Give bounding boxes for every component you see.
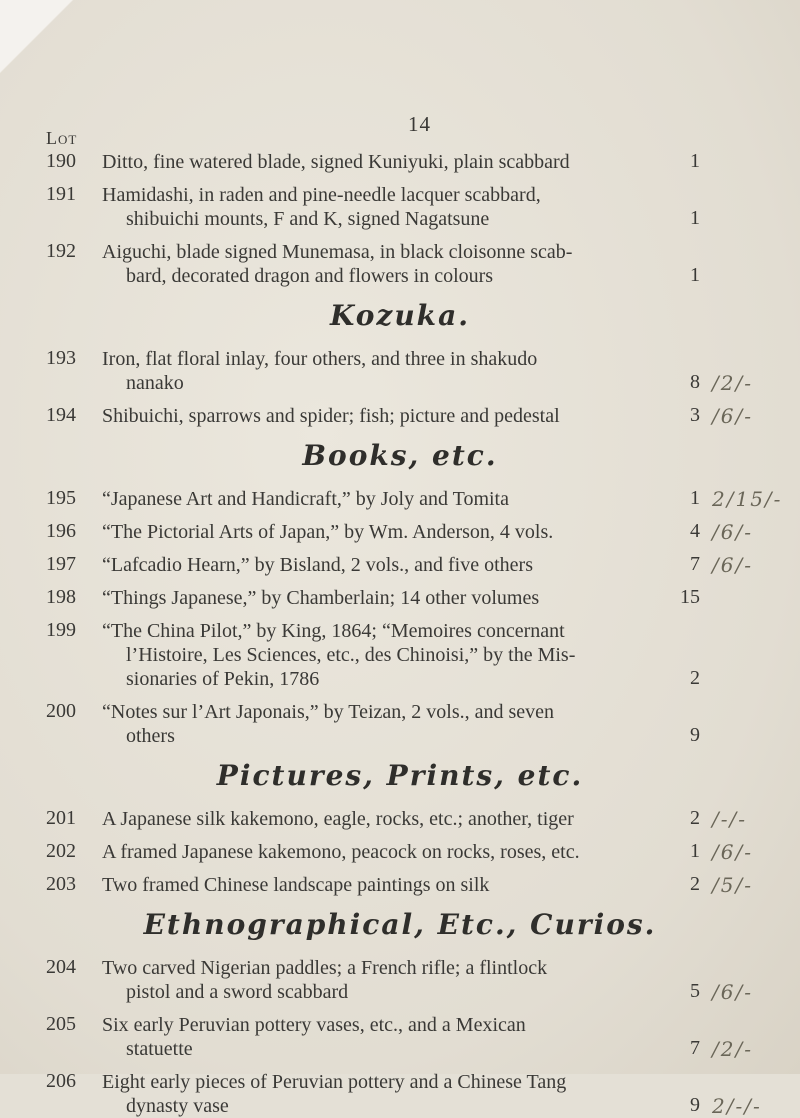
lot-number: 206: [46, 1070, 76, 1092]
lot-description: Aiguchi, blade signed Munemasa, in black cloisonne scab- bard, decorated dragon and flowers in colours: [102, 241, 573, 287]
handwritten-price: /2/-: [712, 371, 753, 395]
lot-description: “Lafcadio Hearn,” by Bisland, 2 vols., and five others: [102, 554, 533, 576]
lot-quantity: 1: [690, 207, 700, 229]
lot-number: 204: [46, 956, 76, 978]
lot-quantity: 4: [690, 520, 700, 542]
lot-number: 193: [46, 347, 76, 369]
lot-number: 203: [46, 873, 76, 895]
lot-column-header: Lot: [46, 128, 78, 148]
lot-number: 195: [46, 487, 76, 509]
section-heading-ethnographical: Ethnographical, Etc., Curios.: [143, 908, 657, 941]
lot-quantity: 5: [690, 980, 700, 1002]
lot-quantity: 2: [690, 807, 700, 829]
lot-number: 191: [46, 183, 76, 205]
handwritten-price: /6/-: [712, 553, 753, 577]
lot-description: “Things Japanese,” by Chamberlain; 14 other volumes: [102, 587, 540, 609]
lot-number: 190: [46, 150, 76, 172]
lot-number: 198: [46, 586, 76, 608]
lot-number: 200: [46, 700, 76, 722]
lot-description: “The China Pilot,” by King, 1864; “Memoires concernant l’Histoire, Les Sciences, etc., des Chinoisi,” by the Mis- sionaries of Pekin, 1786: [102, 620, 576, 690]
lot-number: 192: [46, 240, 76, 262]
lot-description: A framed Japanese kakemono, peacock on rocks, roses, etc.: [102, 841, 580, 863]
lot-description: Hamidashi, in raden and pine-needle lacquer scabbard, shibuichi mounts, F and K, signed Nagatsune: [102, 184, 541, 230]
lot-quantity: 7: [690, 1037, 700, 1059]
handwritten-price: /6/-: [712, 520, 753, 544]
lot-number: 199: [46, 619, 76, 641]
lot-quantity: 15: [680, 586, 700, 608]
handwritten-price: /6/-: [712, 840, 753, 864]
lot-number: 201: [46, 807, 76, 829]
section-heading-kozuka: Kozuka.: [330, 299, 470, 332]
lot-description: Ditto, fine watered blade, signed Kuniyuki, plain scabbard: [102, 151, 570, 173]
lot-quantity: 9: [690, 724, 700, 746]
lot-description: A Japanese silk kakemono, eagle, rocks, etc.; another, tiger: [102, 808, 574, 830]
lot-description: Two framed Chinese landscape paintings on silk: [102, 874, 490, 896]
lot-number: 202: [46, 840, 76, 862]
lot-number: 194: [46, 404, 76, 426]
handwritten-price: /6/-: [712, 980, 753, 1004]
handwritten-price: 2/15/-: [712, 487, 783, 511]
section-heading-pictures: Pictures, Prints, etc.: [216, 759, 584, 792]
lot-description: Iron, flat floral inlay, four others, and three in shakudo nanako: [102, 348, 538, 394]
handwritten-price: /5/-: [712, 873, 753, 897]
lot-description: “The Pictorial Arts of Japan,” by Wm. Anderson, 4 vols.: [102, 521, 554, 543]
lot-description: Shibuichi, sparrows and spider; fish; picture and pedestal: [102, 405, 560, 427]
lot-number: 196: [46, 520, 76, 542]
handwritten-price: /-/-: [712, 807, 747, 831]
lot-quantity: 1: [690, 150, 700, 172]
handwritten-price: /6/-: [712, 404, 753, 428]
lot-quantity: 9: [690, 1094, 700, 1116]
lot-description: Eight early pieces of Peruvian pottery and a Chinese Tang dynasty vase: [102, 1071, 567, 1117]
handwritten-price: 2/-/-: [712, 1094, 762, 1118]
lot-number: 205: [46, 1013, 76, 1035]
page-number: 14: [408, 112, 431, 136]
handwritten-price: /2/-: [712, 1037, 753, 1061]
lot-description: “Japanese Art and Handicraft,” by Joly and Tomita: [102, 488, 509, 510]
lot-quantity: 2: [690, 667, 700, 689]
lot-description: Two carved Nigerian paddles; a French rifle; a flintlock pistol and a sword scabbard: [102, 957, 548, 1003]
section-heading-books: Books, etc.: [302, 439, 498, 472]
lot-quantity: 8: [690, 371, 700, 393]
lot-quantity: 3: [690, 404, 700, 426]
lot-quantity: 7: [690, 553, 700, 575]
lot-quantity: 1: [690, 487, 700, 509]
lot-quantity: 2: [690, 873, 700, 895]
page-corner-fold: [0, 0, 90, 90]
lot-number: 197: [46, 553, 76, 575]
lot-quantity: 1: [690, 264, 700, 286]
lot-quantity: 1: [690, 840, 700, 862]
lot-description: “Notes sur l’Art Japonais,” by Teizan, 2 vols., and seven others: [102, 701, 555, 747]
lot-description: Six early Peruvian pottery vases, etc., and a Mexican statuette: [102, 1014, 526, 1060]
